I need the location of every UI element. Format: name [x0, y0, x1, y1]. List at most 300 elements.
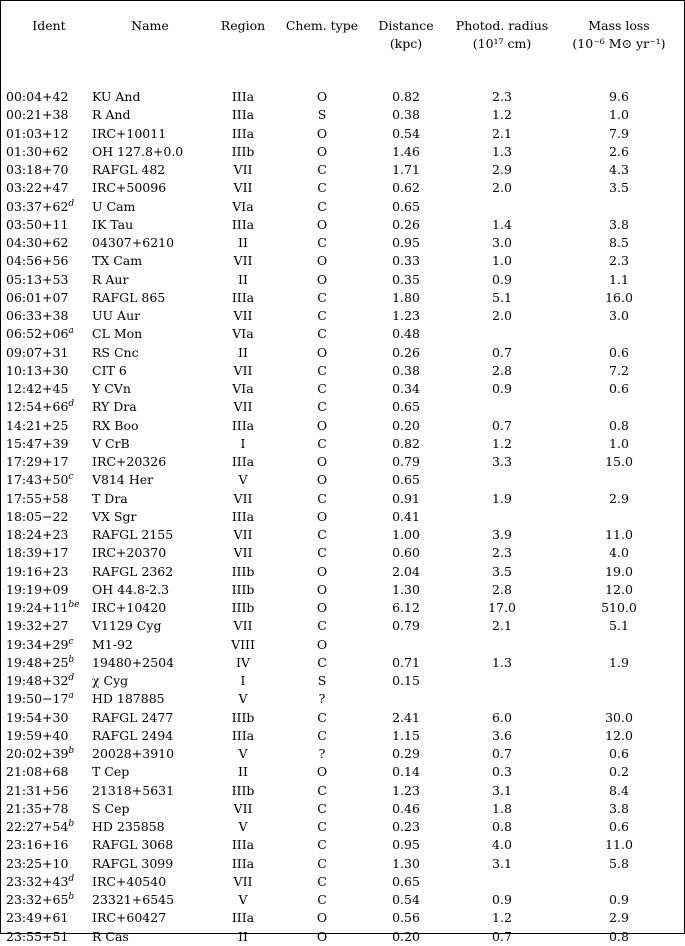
table-row — [6, 800, 680, 818]
cell-region-text: II — [238, 271, 248, 287]
cell-name-text: RAFGL 2362 — [92, 563, 174, 579]
cell-chem-type-text: O — [316, 764, 328, 780]
cell-name-text: IK Tau — [92, 216, 134, 232]
cell-distance-text: 0.20 — [392, 417, 420, 433]
cell-photod-radius — [446, 909, 558, 927]
cell-region-text: IIIb — [231, 600, 255, 615]
cell-name-text: RAFGL 865 — [92, 289, 166, 305]
cell-name-text: IRC+20326 — [92, 454, 167, 469]
cell-photod-radius — [446, 763, 558, 781]
cell-chem-type — [278, 435, 366, 453]
cell-ident — [6, 763, 92, 781]
cell-mass-loss — [558, 325, 680, 343]
cell-ident-text: 09:07+31 — [6, 344, 69, 360]
cell-photod-radius — [446, 928, 558, 946]
cell-name — [92, 271, 208, 289]
cell-ident — [6, 636, 92, 654]
cell-name-text: V CrB — [92, 435, 130, 451]
cell-photod-radius-text: 2.1 — [492, 618, 512, 634]
cell-photod-radius — [446, 362, 558, 380]
cell-mass-loss-text: 11.0 — [605, 527, 633, 542]
cell-name — [92, 709, 208, 727]
cell-distance-text: 0.41 — [392, 508, 420, 524]
cell-ident — [6, 727, 92, 745]
cell-name-text: IRC+50096 — [92, 180, 167, 196]
cell-chem-type-text: S — [317, 107, 327, 123]
cell-chem-type — [278, 380, 366, 398]
cell-mass-loss — [558, 599, 680, 617]
cell-region-text: II — [238, 928, 248, 944]
cell-chem-type — [278, 88, 366, 106]
cell-ident-text: 19:16+23 — [6, 563, 69, 579]
cell-chem-type — [278, 125, 366, 143]
cell-distance — [366, 435, 446, 453]
cell-mass-loss-text: 5.8 — [609, 855, 629, 871]
cell-name — [92, 599, 208, 617]
cell-distance-text: 0.35 — [392, 271, 420, 287]
cell-mass-loss — [558, 763, 680, 781]
table-row — [6, 928, 680, 946]
cell-name-text: OH 44.8-2.3 — [92, 581, 170, 597]
cell-ident-text: 03:37+62 — [6, 198, 69, 214]
cell-mass-loss-text: 19.0 — [605, 563, 633, 579]
cell-name-text: RY Dra — [92, 399, 137, 415]
cell-ident-text: 19:48+25 — [6, 654, 69, 670]
cell-photod-radius — [446, 179, 558, 197]
footnote-marker: a — [68, 326, 74, 337]
table-row — [6, 161, 680, 179]
cell-region-text: IIIa — [231, 107, 255, 123]
cell-region-text: IIIa — [231, 89, 255, 104]
cell-mass-loss-text: 0.9 — [609, 892, 629, 907]
cell-photod-radius — [446, 873, 558, 891]
cell-photod-radius — [446, 453, 558, 471]
cell-distance — [366, 617, 446, 635]
cell-name — [92, 198, 208, 216]
cell-ident — [6, 544, 92, 562]
header-chem-type: Chem. type — [285, 18, 359, 33]
cell-mass-loss-text: 7.2 — [609, 362, 629, 378]
cell-chem-type — [278, 471, 366, 489]
cell-distance — [366, 380, 446, 398]
cell-mass-loss-text: 0.6 — [609, 344, 629, 360]
cell-name-text: 04307+6210 — [92, 235, 175, 250]
cell-name — [92, 654, 208, 672]
cell-name — [92, 143, 208, 161]
cell-distance-text: 0.62 — [392, 180, 420, 196]
cell-photod-radius-text: 17.0 — [488, 600, 516, 615]
cell-region — [208, 909, 278, 927]
cell-mass-loss — [558, 636, 680, 654]
cell-mass-loss-text: 4.0 — [609, 545, 629, 561]
cell-mass-loss — [558, 88, 680, 106]
cell-photod-radius — [446, 490, 558, 508]
cell-ident — [6, 709, 92, 727]
cell-chem-type-text: O — [316, 253, 328, 269]
table-row — [6, 234, 680, 252]
header-region: Region — [220, 18, 266, 33]
header-name: Name — [131, 18, 169, 33]
cell-region-text: IIIa — [231, 855, 255, 871]
cell-ident-text: 23:25+10 — [6, 855, 69, 871]
cell-region — [208, 636, 278, 654]
cell-ident-text: 19:50−17 — [6, 691, 69, 707]
cell-name-text: RAFGL 2477 — [92, 709, 174, 725]
cell-mass-loss-text: 0.2 — [609, 764, 629, 780]
cell-distance-text: 1.15 — [392, 727, 420, 743]
cell-distance — [366, 909, 446, 927]
cell-ident-text: 03:22+47 — [6, 180, 69, 196]
cell-region-text: II — [238, 764, 248, 780]
cell-name — [92, 179, 208, 197]
cell-region — [208, 417, 278, 435]
cell-photod-radius — [446, 672, 558, 690]
cell-ident — [6, 289, 92, 307]
cell-photod-radius — [446, 654, 558, 672]
cell-chem-type-text: O — [316, 472, 328, 488]
cell-region — [208, 307, 278, 325]
cell-photod-radius-text: 1.2 — [492, 435, 512, 451]
cell-ident-text: 23:49+61 — [6, 910, 69, 926]
cell-mass-loss-text: 4.3 — [609, 162, 629, 177]
cell-name — [92, 800, 208, 818]
cell-region-text: VII — [233, 180, 253, 196]
cell-region — [208, 891, 278, 909]
cell-region — [208, 179, 278, 197]
cell-ident — [6, 325, 92, 343]
cell-photod-radius — [446, 161, 558, 179]
table-row — [6, 690, 680, 708]
cell-chem-type — [278, 198, 366, 216]
cell-name-text: RAFGL 2155 — [92, 527, 174, 542]
cell-mass-loss-text: 8.5 — [609, 235, 629, 250]
cell-distance — [366, 398, 446, 416]
cell-mass-loss-text: 2.3 — [609, 253, 629, 269]
cell-region-text: VII — [233, 162, 253, 177]
cell-photod-radius — [446, 581, 558, 599]
cell-region-text: VII — [233, 873, 253, 889]
cell-photod-radius-text: 3.1 — [492, 782, 512, 798]
cell-distance-text: 1.80 — [392, 289, 420, 305]
cell-region — [208, 873, 278, 891]
cell-photod-radius — [446, 252, 558, 270]
cell-region-text: V — [238, 892, 248, 907]
cell-chem-type-text: O — [316, 143, 328, 159]
cell-chem-type-text: O — [316, 89, 328, 104]
cell-ident — [6, 490, 92, 508]
cell-ident-text: 19:19+09 — [6, 581, 69, 597]
cell-chem-type — [278, 325, 366, 343]
cell-name-text: IRC+10011 — [92, 125, 167, 141]
cell-mass-loss-text: 2.6 — [609, 143, 629, 159]
cell-chem-type — [278, 362, 366, 380]
cell-ident-text: 00:21+38 — [6, 107, 69, 123]
cell-ident-text: 06:52+06 — [6, 326, 69, 342]
header-spacer — [6, 73, 680, 88]
cell-name — [92, 234, 208, 252]
cell-region — [208, 234, 278, 252]
cell-ident — [6, 782, 92, 800]
footnote-marker: b — [68, 746, 75, 756]
cell-name — [92, 855, 208, 873]
cell-mass-loss — [558, 161, 680, 179]
cell-ident — [6, 581, 92, 599]
cell-chem-type — [278, 216, 366, 234]
cell-name — [92, 690, 208, 708]
cell-chem-type — [278, 763, 366, 781]
cell-distance — [366, 307, 446, 325]
footnote-marker: c — [68, 636, 74, 647]
table-row — [6, 836, 680, 854]
cell-name — [92, 252, 208, 270]
cell-ident — [6, 271, 92, 289]
header-mass-loss — [558, 17, 680, 73]
cell-photod-radius — [446, 563, 558, 581]
cell-chem-type — [278, 453, 366, 471]
cell-distance — [366, 836, 446, 854]
cell-region-text: IV — [236, 654, 250, 670]
cell-mass-loss — [558, 490, 680, 508]
cell-mass-loss — [558, 891, 680, 909]
table-row — [6, 508, 680, 526]
cell-mass-loss — [558, 289, 680, 307]
cell-name — [92, 727, 208, 745]
cell-distance — [366, 325, 446, 343]
cell-name-text: V1129 Cyg — [92, 618, 162, 634]
cell-ident — [6, 654, 92, 672]
cell-region — [208, 508, 278, 526]
cell-name — [92, 818, 208, 836]
cell-chem-type — [278, 800, 366, 818]
cell-chem-type-text: C — [317, 727, 327, 743]
cell-name — [92, 745, 208, 763]
cell-region-text: II — [238, 344, 248, 360]
cell-photod-radius-text: 3.3 — [492, 454, 512, 469]
cell-mass-loss-text: 12.0 — [605, 727, 633, 743]
table-row — [6, 672, 680, 690]
cell-mass-loss — [558, 106, 680, 124]
cell-photod-radius-text: 1.2 — [492, 107, 512, 123]
cell-ident — [6, 928, 92, 946]
cell-name-text: VX Sgr — [92, 508, 137, 524]
cell-region-text: VII — [233, 800, 253, 816]
cell-distance-text: 1.30 — [392, 855, 420, 871]
cell-name-text: 23321+6545 — [92, 892, 175, 907]
table-row — [6, 909, 680, 927]
cell-distance-text: 0.38 — [392, 107, 420, 123]
cell-region — [208, 289, 278, 307]
cell-mass-loss-text: 0.6 — [609, 819, 629, 834]
cell-ident — [6, 234, 92, 252]
cell-chem-type-text: O — [316, 928, 328, 944]
cell-photod-radius-text: 3.6 — [492, 727, 512, 743]
cell-chem-type-text: O — [316, 125, 328, 141]
cell-mass-loss — [558, 672, 680, 690]
cell-photod-radius — [446, 198, 558, 216]
cell-region — [208, 198, 278, 216]
cell-region — [208, 763, 278, 781]
cell-name-text: R And — [92, 107, 131, 123]
cell-ident-text: 19:48+32 — [6, 673, 69, 688]
cell-photod-radius-text: 2.0 — [492, 308, 512, 323]
cell-region-text: VIa — [232, 198, 254, 214]
cell-distance — [366, 855, 446, 873]
cell-region — [208, 271, 278, 289]
cell-ident — [6, 453, 92, 471]
cell-ident — [6, 198, 92, 216]
footnote-marker: b — [68, 654, 75, 665]
cell-name — [92, 471, 208, 489]
cell-mass-loss-text: 0.6 — [609, 746, 629, 761]
cell-photod-radius-text: 3.0 — [492, 235, 512, 250]
cell-ident — [6, 216, 92, 234]
cell-distance-text: 0.95 — [392, 837, 420, 853]
cell-name-text: V814 Her — [92, 472, 154, 488]
cell-region-text: VII — [233, 362, 253, 378]
cell-region-text: VII — [233, 253, 253, 269]
cell-distance — [366, 526, 446, 544]
cell-name — [92, 763, 208, 781]
cell-photod-radius-text: 4.0 — [492, 837, 512, 853]
cell-photod-radius-text: 0.7 — [492, 928, 512, 944]
cell-ident — [6, 362, 92, 380]
cell-mass-loss-text: 9.6 — [609, 89, 629, 104]
cell-ident-text: 19:34+29 — [6, 636, 69, 652]
cell-distance-text: 0.29 — [392, 746, 420, 761]
cell-chem-type-text: C — [317, 819, 327, 834]
cell-distance — [366, 490, 446, 508]
cell-distance — [366, 873, 446, 891]
cell-distance — [366, 88, 446, 106]
cell-chem-type — [278, 690, 366, 708]
cell-chem-type-text: C — [317, 800, 327, 816]
cell-region — [208, 398, 278, 416]
cell-name-text: U Cam — [92, 198, 136, 214]
cell-chem-type — [278, 855, 366, 873]
cell-chem-type-text: C — [317, 381, 327, 396]
cell-photod-radius — [446, 380, 558, 398]
cell-mass-loss — [558, 654, 680, 672]
cell-distance-text: 0.20 — [392, 928, 420, 944]
table-row — [6, 745, 680, 763]
cell-mass-loss-text: 3.5 — [609, 180, 629, 196]
cell-distance-text: 0.95 — [392, 235, 420, 250]
cell-name — [92, 435, 208, 453]
cell-ident-text: 17:43+50 — [6, 472, 69, 488]
cell-region-text: V — [238, 746, 248, 761]
table-row — [6, 398, 680, 416]
cell-ident — [6, 508, 92, 526]
cell-distance-text: 0.14 — [392, 764, 420, 780]
footnote-marker: d — [68, 399, 75, 410]
cell-distance-text: 0.82 — [392, 89, 420, 104]
cell-name — [92, 909, 208, 927]
cell-distance-text: 0.34 — [392, 381, 420, 396]
cell-region-text: IIIa — [231, 508, 255, 524]
table-row — [6, 709, 680, 727]
cell-mass-loss — [558, 581, 680, 599]
cell-distance — [366, 106, 446, 124]
cell-region-text: IIIa — [231, 289, 255, 305]
cell-mass-loss-text: 3.0 — [609, 308, 629, 323]
cell-distance-text: 6.12 — [392, 600, 420, 615]
cell-distance-text: 0.46 — [392, 800, 420, 816]
cell-chem-type-text: C — [317, 527, 327, 542]
table-row — [6, 544, 680, 562]
cell-mass-loss-text: 510.0 — [601, 600, 637, 615]
cell-chem-type — [278, 417, 366, 435]
cell-region-text: V — [238, 819, 248, 834]
cell-region — [208, 325, 278, 343]
cell-chem-type — [278, 745, 366, 763]
cell-chem-type — [278, 581, 366, 599]
footnote-marker: a — [68, 691, 74, 702]
cell-ident — [6, 106, 92, 124]
cell-mass-loss — [558, 800, 680, 818]
cell-chem-type-text: S — [317, 673, 327, 688]
cell-chem-type-text: C — [317, 162, 327, 177]
cell-photod-radius — [446, 800, 558, 818]
cell-photod-radius-text: 2.9 — [492, 162, 512, 177]
cell-ident-text: 03:50+11 — [6, 216, 69, 232]
cell-region — [208, 88, 278, 106]
cell-region — [208, 782, 278, 800]
cell-name — [92, 344, 208, 362]
cell-ident-text: 23:16+16 — [6, 837, 69, 853]
cell-mass-loss — [558, 417, 680, 435]
cell-distance — [366, 289, 446, 307]
cell-name — [92, 161, 208, 179]
cell-name-text: 19480+2504 — [92, 654, 175, 670]
cell-photod-radius-text: 0.7 — [492, 417, 512, 433]
cell-name-text: T Dra — [92, 490, 128, 506]
cell-distance — [366, 362, 446, 380]
cell-chem-type — [278, 490, 366, 508]
cell-name — [92, 88, 208, 106]
cell-photod-radius-text: 0.3 — [492, 764, 512, 780]
cell-chem-type-text: C — [317, 399, 327, 415]
cell-ident-text: 23:32+43 — [6, 873, 69, 889]
table-row — [6, 818, 680, 836]
footnote-marker: d — [68, 673, 75, 683]
cell-mass-loss — [558, 818, 680, 836]
cell-mass-loss — [558, 344, 680, 362]
cell-region-text: IIIa — [231, 125, 255, 141]
cell-region-text: I — [240, 673, 246, 688]
cell-mass-loss — [558, 380, 680, 398]
cell-distance-text: 1.23 — [392, 782, 420, 798]
cell-name — [92, 581, 208, 599]
table-row — [6, 125, 680, 143]
cell-photod-radius — [446, 745, 558, 763]
cell-photod-radius — [446, 636, 558, 654]
cell-photod-radius-text: 2.3 — [492, 89, 512, 104]
cell-ident — [6, 617, 92, 635]
cell-photod-radius — [446, 106, 558, 124]
cell-chem-type-text: ? — [318, 746, 326, 761]
cell-name — [92, 106, 208, 124]
cell-mass-loss-text: 8.4 — [609, 782, 629, 798]
cell-name-text: RAFGL 2494 — [92, 727, 174, 743]
cell-mass-loss-text: 1.1 — [609, 271, 629, 287]
cell-mass-loss — [558, 216, 680, 234]
cell-ident — [6, 526, 92, 544]
cell-photod-radius-text: 1.8 — [492, 800, 512, 816]
cell-name-text: HD 187885 — [92, 691, 165, 707]
cell-name — [92, 417, 208, 435]
cell-chem-type-text: O — [316, 600, 328, 615]
cell-photod-radius — [446, 855, 558, 873]
